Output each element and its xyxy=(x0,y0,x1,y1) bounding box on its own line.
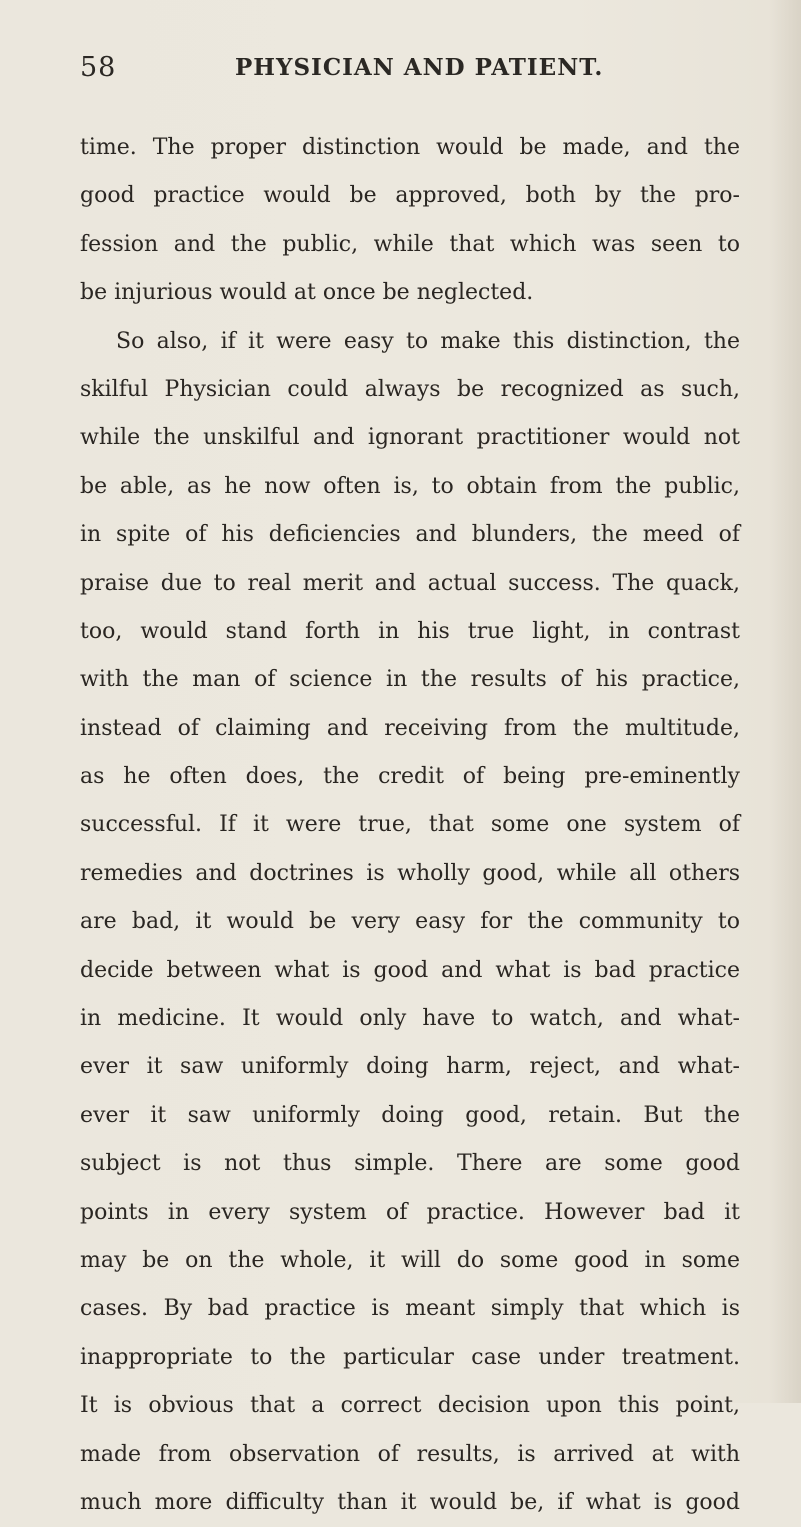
running-title: PHYSICIAN AND PATIENT. xyxy=(235,54,604,81)
text-line: while the unskilful and ignorant practitioner would not xyxy=(80,425,740,451)
text-line: too, would stand forth in his true light, in contrast xyxy=(80,618,740,644)
text-line: fession and the public, while that which was seen to xyxy=(80,231,740,257)
text-line: cases. By bad practice is meant simply that which is xyxy=(80,1296,740,1322)
text-line: subject is not thus simple. There are some good xyxy=(80,1151,740,1177)
text-line: instead of claiming and receiving from the multitude, xyxy=(80,715,740,741)
text-line: may be on the whole, it will do some good in some xyxy=(80,1247,740,1273)
page-header xyxy=(80,52,760,92)
text-line: good practice would be approved, both by the pro- xyxy=(80,183,740,209)
text-line: decide between what is good and what is bad practice xyxy=(80,957,740,983)
body-text xyxy=(80,124,740,1527)
text-line: as he often does, the credit of being pre-eminently xyxy=(80,764,740,790)
text-line: points in every system of practice. However bad it xyxy=(80,1199,740,1225)
text-line: in spite of his deficiencies and blunders, the meed of xyxy=(80,522,740,548)
text-line: It is obvious that a correct decision upon this point, xyxy=(80,1393,740,1419)
text-line: skilful Physician could always be recognized as such, xyxy=(80,376,740,402)
page-number: 58 xyxy=(80,52,117,83)
text-line: successful. If it were true, that some one system of xyxy=(80,812,740,838)
text-line: time. The proper distinction would be made, and the xyxy=(80,135,740,160)
text-line: in medicine. It would only have to watch, and what- xyxy=(80,1006,740,1032)
text-line: ever it saw uniformly doing harm, reject, and what- xyxy=(80,1054,740,1080)
text-line: be able, as he now often is, to obtain from the public, xyxy=(80,473,740,499)
text-line: praise due to real merit and actual success. The quack, xyxy=(80,570,740,596)
text-line: inappropriate to the particular case under treatment. xyxy=(80,1344,740,1370)
text-line: much more difficulty than it would be, if what is good xyxy=(80,1489,740,1515)
text-line: So also, if it were easy to make this distinction, the xyxy=(116,328,740,354)
text-line: are bad, it would be very easy for the community to xyxy=(80,909,740,935)
text-line: made from observation of results, is arrived at with xyxy=(80,1441,740,1467)
text-line: be injurious would at once be neglected. xyxy=(80,280,534,306)
text-line: remedies and doctrines is wholly good, while all others xyxy=(80,860,740,886)
text-line: with the man of science in the results of his practice, xyxy=(80,667,740,693)
text-line: ever it saw uniformly doing good, retain. But the xyxy=(80,1102,740,1128)
